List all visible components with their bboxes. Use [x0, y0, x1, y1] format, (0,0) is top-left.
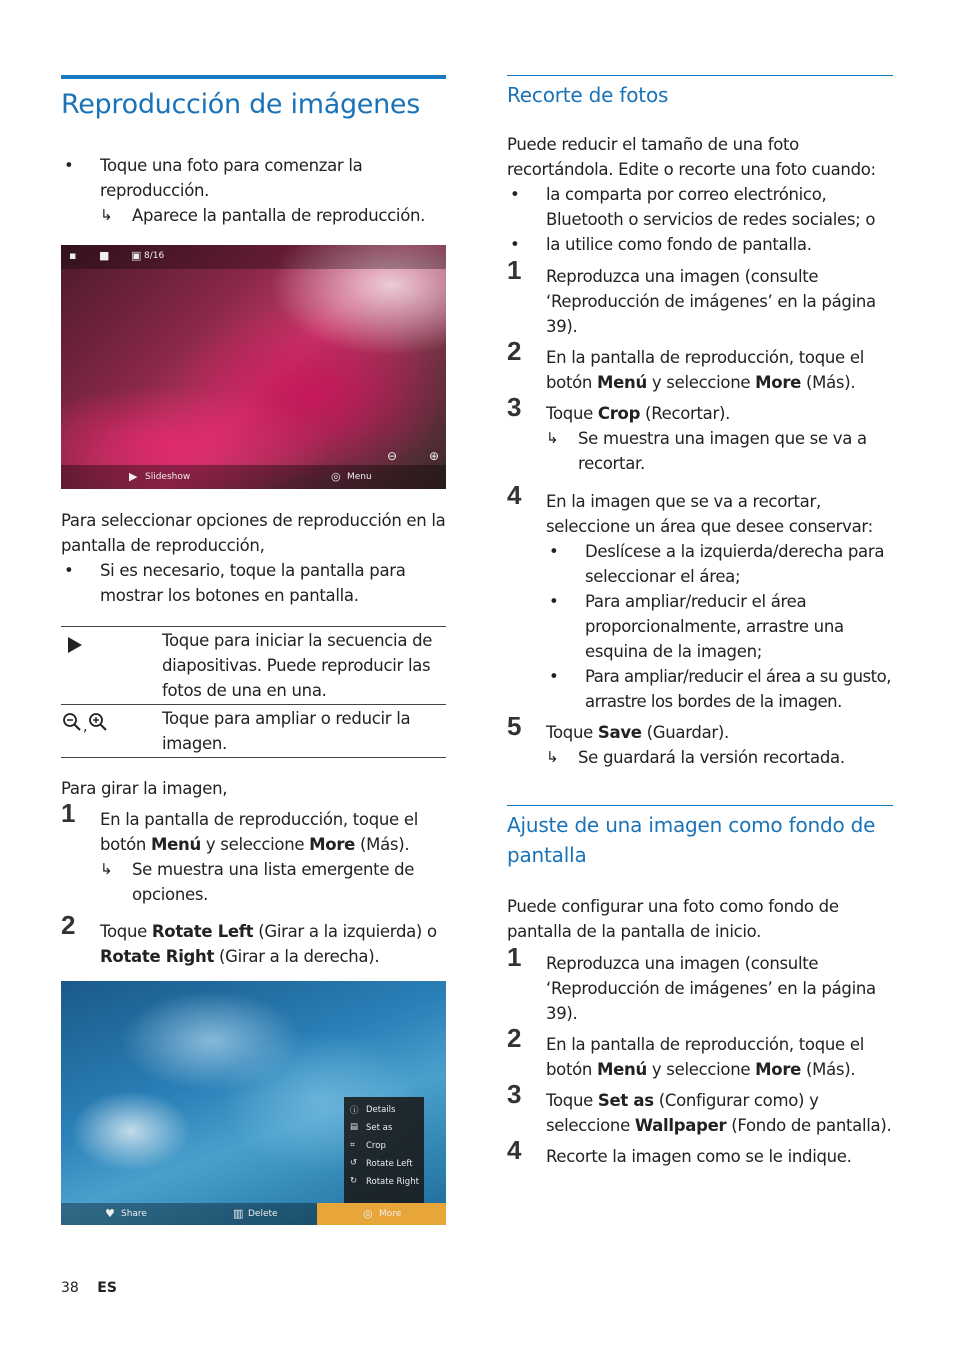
- rotate-left-icon: ↺: [350, 1158, 358, 1168]
- crop-step-5-result: ↳ Se guardará la versión recortada.: [546, 745, 893, 770]
- menu-item-rotate-left[interactable]: Rotate Left: [366, 1159, 413, 1169]
- page-number: 38: [61, 1280, 79, 1296]
- language-code: ES: [97, 1280, 117, 1296]
- result-arrow-icon: ↳: [100, 860, 113, 878]
- crop-step-5: 5 Toque Save (Guardar). ↳ Se guardará la versión recortada.: [507, 720, 893, 770]
- menu-item-rotate-right[interactable]: Rotate Right: [366, 1177, 419, 1187]
- delete-button[interactable]: Delete: [248, 1209, 278, 1219]
- result-arrow-icon: ↳: [100, 206, 113, 224]
- right-column: [507, 75, 893, 1169]
- wallpaper-title: Ajuste de una imagen como fondo de pantalla: [507, 813, 876, 867]
- crop-step-2: 2 En la pantalla de reproducción, toque el botón Menú y seleccione More (Más).: [507, 336, 864, 392]
- crop-step-1: 1 Reproduzca una imagen (consulte ‘Reproducción de imágenes’ en la página 39).: [507, 255, 876, 336]
- play-desc: Toque para iniciar la secuencia de diapositivas. Puede reproducir las fotos de una en una.: [162, 631, 433, 700]
- wall-step-2: 2 En la pantalla de reproducción, toque el botón Menú y seleccione More (Más).: [507, 1023, 864, 1079]
- crop-intro: Puede reducir el tamaño de una foto recortándola. Edite o recorte una foto cuando:: [507, 135, 876, 179]
- rotate-step-1: 1 En la pantalla de reproducción, toque el botón Menú y seleccione More (Más). ↳ Se muestra una lista emergente de opciones.: [61, 807, 446, 907]
- more-button[interactable]: [317, 1203, 446, 1225]
- more-label: More: [379, 1209, 402, 1219]
- crop-title: Recorte de fotos: [507, 83, 669, 107]
- details-icon: ⓘ: [350, 1106, 359, 1116]
- zoom-in-icon[interactable]: ⊕: [429, 449, 440, 463]
- menu-button[interactable]: Menu: [347, 472, 372, 482]
- photo-bottom-bar: [61, 465, 446, 489]
- thumbnail-icon[interactable]: ▪: [69, 249, 77, 262]
- menu-item-crop[interactable]: Crop: [366, 1141, 386, 1151]
- title-rule: [61, 75, 446, 79]
- options-table: [61, 626, 446, 758]
- wallpaper-intro: Puede configurar una foto como fondo de pantalla de la pantalla de inicio.: [507, 897, 839, 941]
- zoom-icons-cell: [61, 705, 162, 758]
- rotate-step-2: 2 Toque Rotate Left (Girar a la izquierda) o Rotate Right (Girar a la derecha).: [61, 910, 437, 966]
- slideshow-play-icon[interactable]: ▶: [129, 470, 138, 483]
- crop-step-4: 4 En la imagen que se va a recortar, seleccione un área que desee conservar: • Deslícese a la izquierda/derecha para seleccionar el área; • Para ampliar/reducir el área proporcionalmente, arrastre una esquina de la imagen; • Para ampliar/reducir el área a su gusto, arrastre los bordes de la imagen.: [507, 489, 893, 714]
- intro-block: [61, 153, 446, 228]
- playback-photo[interactable]: [61, 245, 446, 489]
- delete-icon[interactable]: ▥: [233, 1207, 244, 1220]
- page-title: Reproducción de imágenes: [61, 89, 421, 120]
- set-as-icon: ▤: [350, 1122, 359, 1132]
- wall-step-1: 1 Reproduzca una imagen (consulte ‘Reproducción de imágenes’ en la página 39).: [507, 942, 876, 1023]
- folder-icon[interactable]: ■: [99, 249, 110, 262]
- icon-separator: ,: [83, 719, 88, 735]
- zoom-out-icon: [61, 711, 83, 731]
- zoom-desc: Toque para ampliar o reducir la imagen.: [162, 709, 411, 753]
- wall-step-4: 4 Recorte la imagen como se le indique.: [507, 1135, 852, 1166]
- rotate-photo[interactable]: [61, 981, 446, 1225]
- zoom-in-icon: [87, 711, 109, 731]
- menu-item-details[interactable]: Details: [366, 1105, 396, 1115]
- photo-counter: 8/16: [144, 251, 165, 261]
- menu-item-set-as[interactable]: Set as: [366, 1123, 393, 1133]
- share-button[interactable]: Share: [121, 1209, 147, 1219]
- crop-step-4-bullet: • Deslícese a la izquierda/derecha para seleccionar el área;: [549, 542, 885, 586]
- intro-result: ↳ Aparece la pantalla de reproducción.: [100, 203, 446, 228]
- select-bullet: • Si es necesario, toque la pantalla para mostrar los botones en pantalla.: [64, 561, 406, 605]
- rotate-right-icon: ↻: [350, 1176, 358, 1186]
- crop-step-3-result: ↳ Se muestra una imagen que se va a recortar.: [546, 426, 893, 476]
- zoom-out-icon[interactable]: ⊖: [387, 449, 398, 463]
- slideshow-button[interactable]: Slideshow: [145, 472, 191, 482]
- intro-bullet: • Toque una foto para comenzar la reproducción.: [64, 156, 363, 200]
- wall-step-3: 3 Toque Set as (Configurar como) y seleccione Wallpaper (Fondo de pantalla).: [507, 1079, 892, 1135]
- play-icon: [67, 636, 83, 654]
- result-arrow-icon: ↳: [546, 748, 559, 766]
- more-icon: ◎: [363, 1207, 373, 1220]
- left-column: [61, 75, 446, 969]
- crop-bullet: • la utilice como fondo de pantalla.: [510, 235, 812, 254]
- crop-title-rule: [507, 75, 893, 76]
- photo-bottom-bar: [61, 1203, 446, 1225]
- footer: [61, 1280, 117, 1296]
- select-heading: Para seleccionar opciones de reproducción en la pantalla de reproducción,: [61, 511, 446, 555]
- crop-step-3: 3 Toque Crop (Recortar). ↳ Se muestra una imagen que se va a recortar.: [507, 401, 893, 476]
- rotate-step-1-result: ↳ Se muestra una lista emergente de opciones.: [100, 857, 446, 907]
- photo-top-bar: [61, 245, 446, 269]
- wall-title-rule: [507, 805, 893, 806]
- result-arrow-icon: ↳: [546, 429, 559, 447]
- crop-step-4-bullet: • Para ampliar/reducir el área proporcionalmente, arrastre una esquina de la imagen;: [549, 592, 844, 661]
- more-popup-menu: [344, 1097, 424, 1203]
- table-row: [61, 705, 446, 758]
- table-row: [61, 627, 446, 705]
- play-icon-cell: [61, 627, 162, 705]
- menu-icon[interactable]: ◎: [331, 470, 341, 483]
- rotate-heading: Para girar la imagen,: [61, 779, 228, 798]
- crop-bullet: • la comparta por correo electrónico, Bluetooth o servicios de redes sociales; o: [510, 185, 876, 229]
- crop-icon: ⌗: [350, 1140, 355, 1150]
- image-icon[interactable]: ▣: [131, 249, 142, 262]
- crop-step-4-bullet: • Para ampliar/reducir el área a su gusto, arrastre los bordes de la imagen.: [549, 667, 891, 711]
- share-icon[interactable]: ♥: [105, 1207, 115, 1220]
